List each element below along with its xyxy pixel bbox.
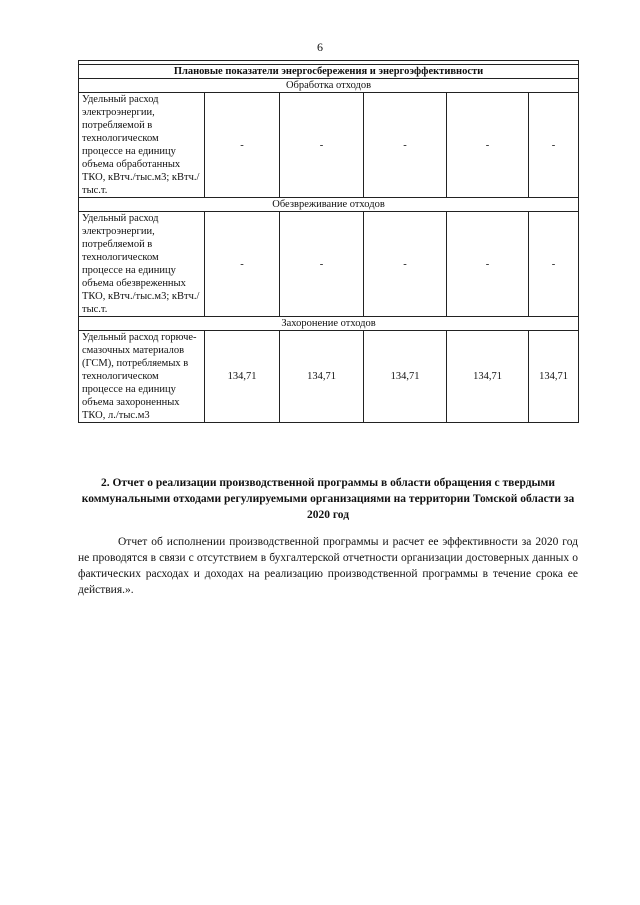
section-title-processing: Обработка отходов [79, 79, 579, 93]
indicator-label: Удельный расход электроэнергии, потребляемой в технологическом процессе на единицу объема обработанных ТКО, кВтч./тыс.м3; кВтч./тыс.т. [79, 93, 205, 198]
table-row [79, 93, 579, 198]
indicator-value: 134,71 [447, 331, 529, 423]
indicator-value: - [364, 93, 447, 198]
indicators-table [78, 60, 579, 423]
page-number: 6 [317, 40, 323, 54]
section-title-landfill: Захоронение отходов [79, 317, 579, 331]
indicator-value: 134,71 [364, 331, 447, 423]
indicator-value: - [280, 212, 364, 317]
indicator-value: - [447, 212, 529, 317]
indicator-value: 134,71 [205, 331, 280, 423]
table-row [79, 212, 579, 317]
indicator-value: - [280, 93, 364, 198]
table-row [79, 331, 579, 423]
indicator-label: Удельный расход электроэнергии, потребляемой в технологическом процессе на единицу объема обезвреженных ТКО, кВтч./тыс.м3; кВтч./тыс.т. [79, 212, 205, 317]
section-2-title: 2. Отчет о реализации производственной программы в области обращения с твердыми коммунальными отходами регулируемыми организациями на территории Томской области за 2020 год [81, 477, 575, 521]
table-header: Плановые показатели энергосбережения и энергоэффективности [79, 65, 579, 79]
indicator-value: 134,71 [280, 331, 364, 423]
indicator-value: 134,71 [529, 331, 579, 423]
section-title-row [79, 79, 579, 93]
indicator-value: - [529, 212, 579, 317]
indicator-value: - [205, 212, 280, 317]
indicator-value: - [447, 93, 529, 198]
section-title-row [79, 198, 579, 212]
indicator-value: - [529, 93, 579, 198]
indicator-value: - [205, 93, 280, 198]
section-2-paragraph: Отчет об исполнении производственной программы и расчет ее эффективности за 2020 год не проводятся в связи с отсутствием в бухгалтерской отчетности организации достоверных данных о фактических расходах и доходах на реализацию производственной программы в течение срока ее действия.». [78, 536, 578, 596]
section-title-neutralization: Обезвреживание отходов [79, 198, 579, 212]
table-header-row [79, 65, 579, 79]
indicator-value: - [364, 212, 447, 317]
section-title-row [79, 317, 579, 331]
indicator-label: Удельный расход горюче-смазочных материалов (ГСМ), потребляемых в технологическом процессе на единицу объема захороненных ТКО, л./тыс.м3 [79, 331, 205, 423]
